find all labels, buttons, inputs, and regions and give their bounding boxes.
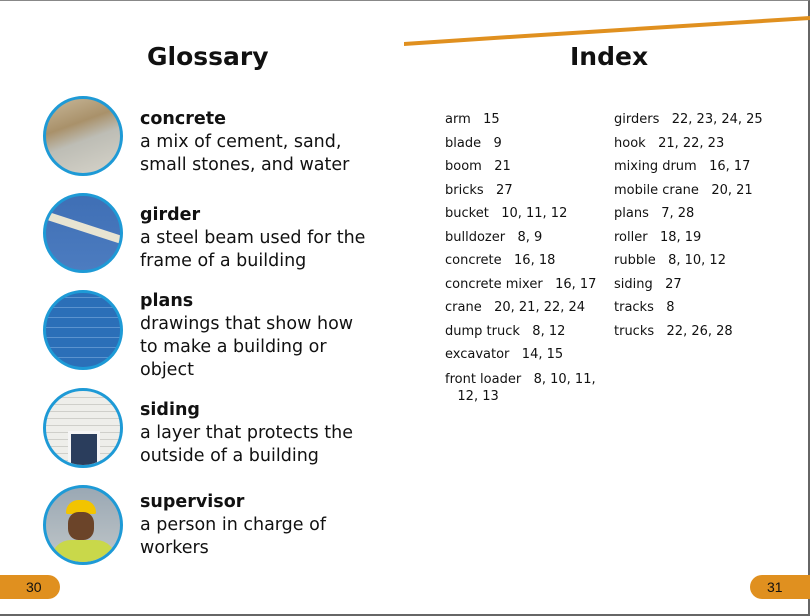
index-entry: bulldozer 8, 9 <box>445 229 543 245</box>
index-entry: siding 27 <box>614 276 682 292</box>
glossary-item-siding <box>140 399 390 468</box>
index-entry: mixing drum 16, 17 <box>614 159 751 174</box>
term: plans <box>140 291 194 311</box>
index-entry: rubble 8, 10, 12 <box>614 253 726 268</box>
index-entry: bucket 10, 11, 12 <box>445 206 568 221</box>
index-column-1 <box>445 108 596 405</box>
index-title: Index <box>570 42 649 71</box>
index-entry: plans 7, 28 <box>614 206 695 221</box>
index-entry: mobile crane 20, 21 <box>614 182 753 198</box>
definition: a steel beam used for the frame of a building <box>140 228 366 271</box>
index-entry: concrete mixer 16, 17 <box>445 276 597 292</box>
siding-photo <box>43 388 123 468</box>
index-entry: tracks 8 <box>614 300 675 315</box>
definition: drawings that show how to make a building or object <box>140 314 354 380</box>
index-column-2 <box>614 108 763 343</box>
page-number-right: 31 <box>750 575 810 599</box>
index-entry: bricks 27 <box>445 182 513 198</box>
term: girder <box>140 205 201 225</box>
glossary-item-plans <box>140 290 370 382</box>
concrete-photo <box>43 96 123 176</box>
index-entry: hook 21, 22, 23 <box>614 135 725 151</box>
index-entry: boom 21 <box>445 159 511 174</box>
supervisor-photo <box>43 485 123 565</box>
index-entry: blade 9 <box>445 135 502 151</box>
index-entry: concrete 16, 18 <box>445 253 556 268</box>
definition: a person in charge of workers <box>140 515 326 558</box>
index-entry: trucks 22, 26, 28 <box>614 323 733 339</box>
index-entry: dump truck 8, 12 <box>445 323 566 339</box>
index-entry: front loader 8, 10, 11, 12, 13 <box>445 371 596 404</box>
girder-photo <box>43 193 123 273</box>
orange-stripe <box>0 0 810 60</box>
page-number-left: 30 <box>0 575 60 599</box>
glossary-item-concrete <box>140 108 390 177</box>
glossary-title: Glossary <box>147 42 269 71</box>
definition: a mix of cement, sand, small stones, and water <box>140 132 350 175</box>
index-entry: girders 22, 23, 24, 25 <box>614 112 763 127</box>
glossary-item-girder <box>140 204 390 273</box>
term: siding <box>140 400 200 420</box>
glossary-item-supervisor <box>140 491 340 560</box>
index-entry: arm 15 <box>445 112 500 127</box>
index-entry: roller 18, 19 <box>614 229 702 245</box>
index-entry: crane 20, 21, 22, 24 <box>445 300 586 315</box>
term: supervisor <box>140 492 245 512</box>
term: concrete <box>140 109 226 129</box>
blueprint-photo <box>43 290 123 370</box>
index-entry: excavator 14, 15 <box>445 347 564 362</box>
definition: a layer that protects the outside of a building <box>140 423 353 466</box>
